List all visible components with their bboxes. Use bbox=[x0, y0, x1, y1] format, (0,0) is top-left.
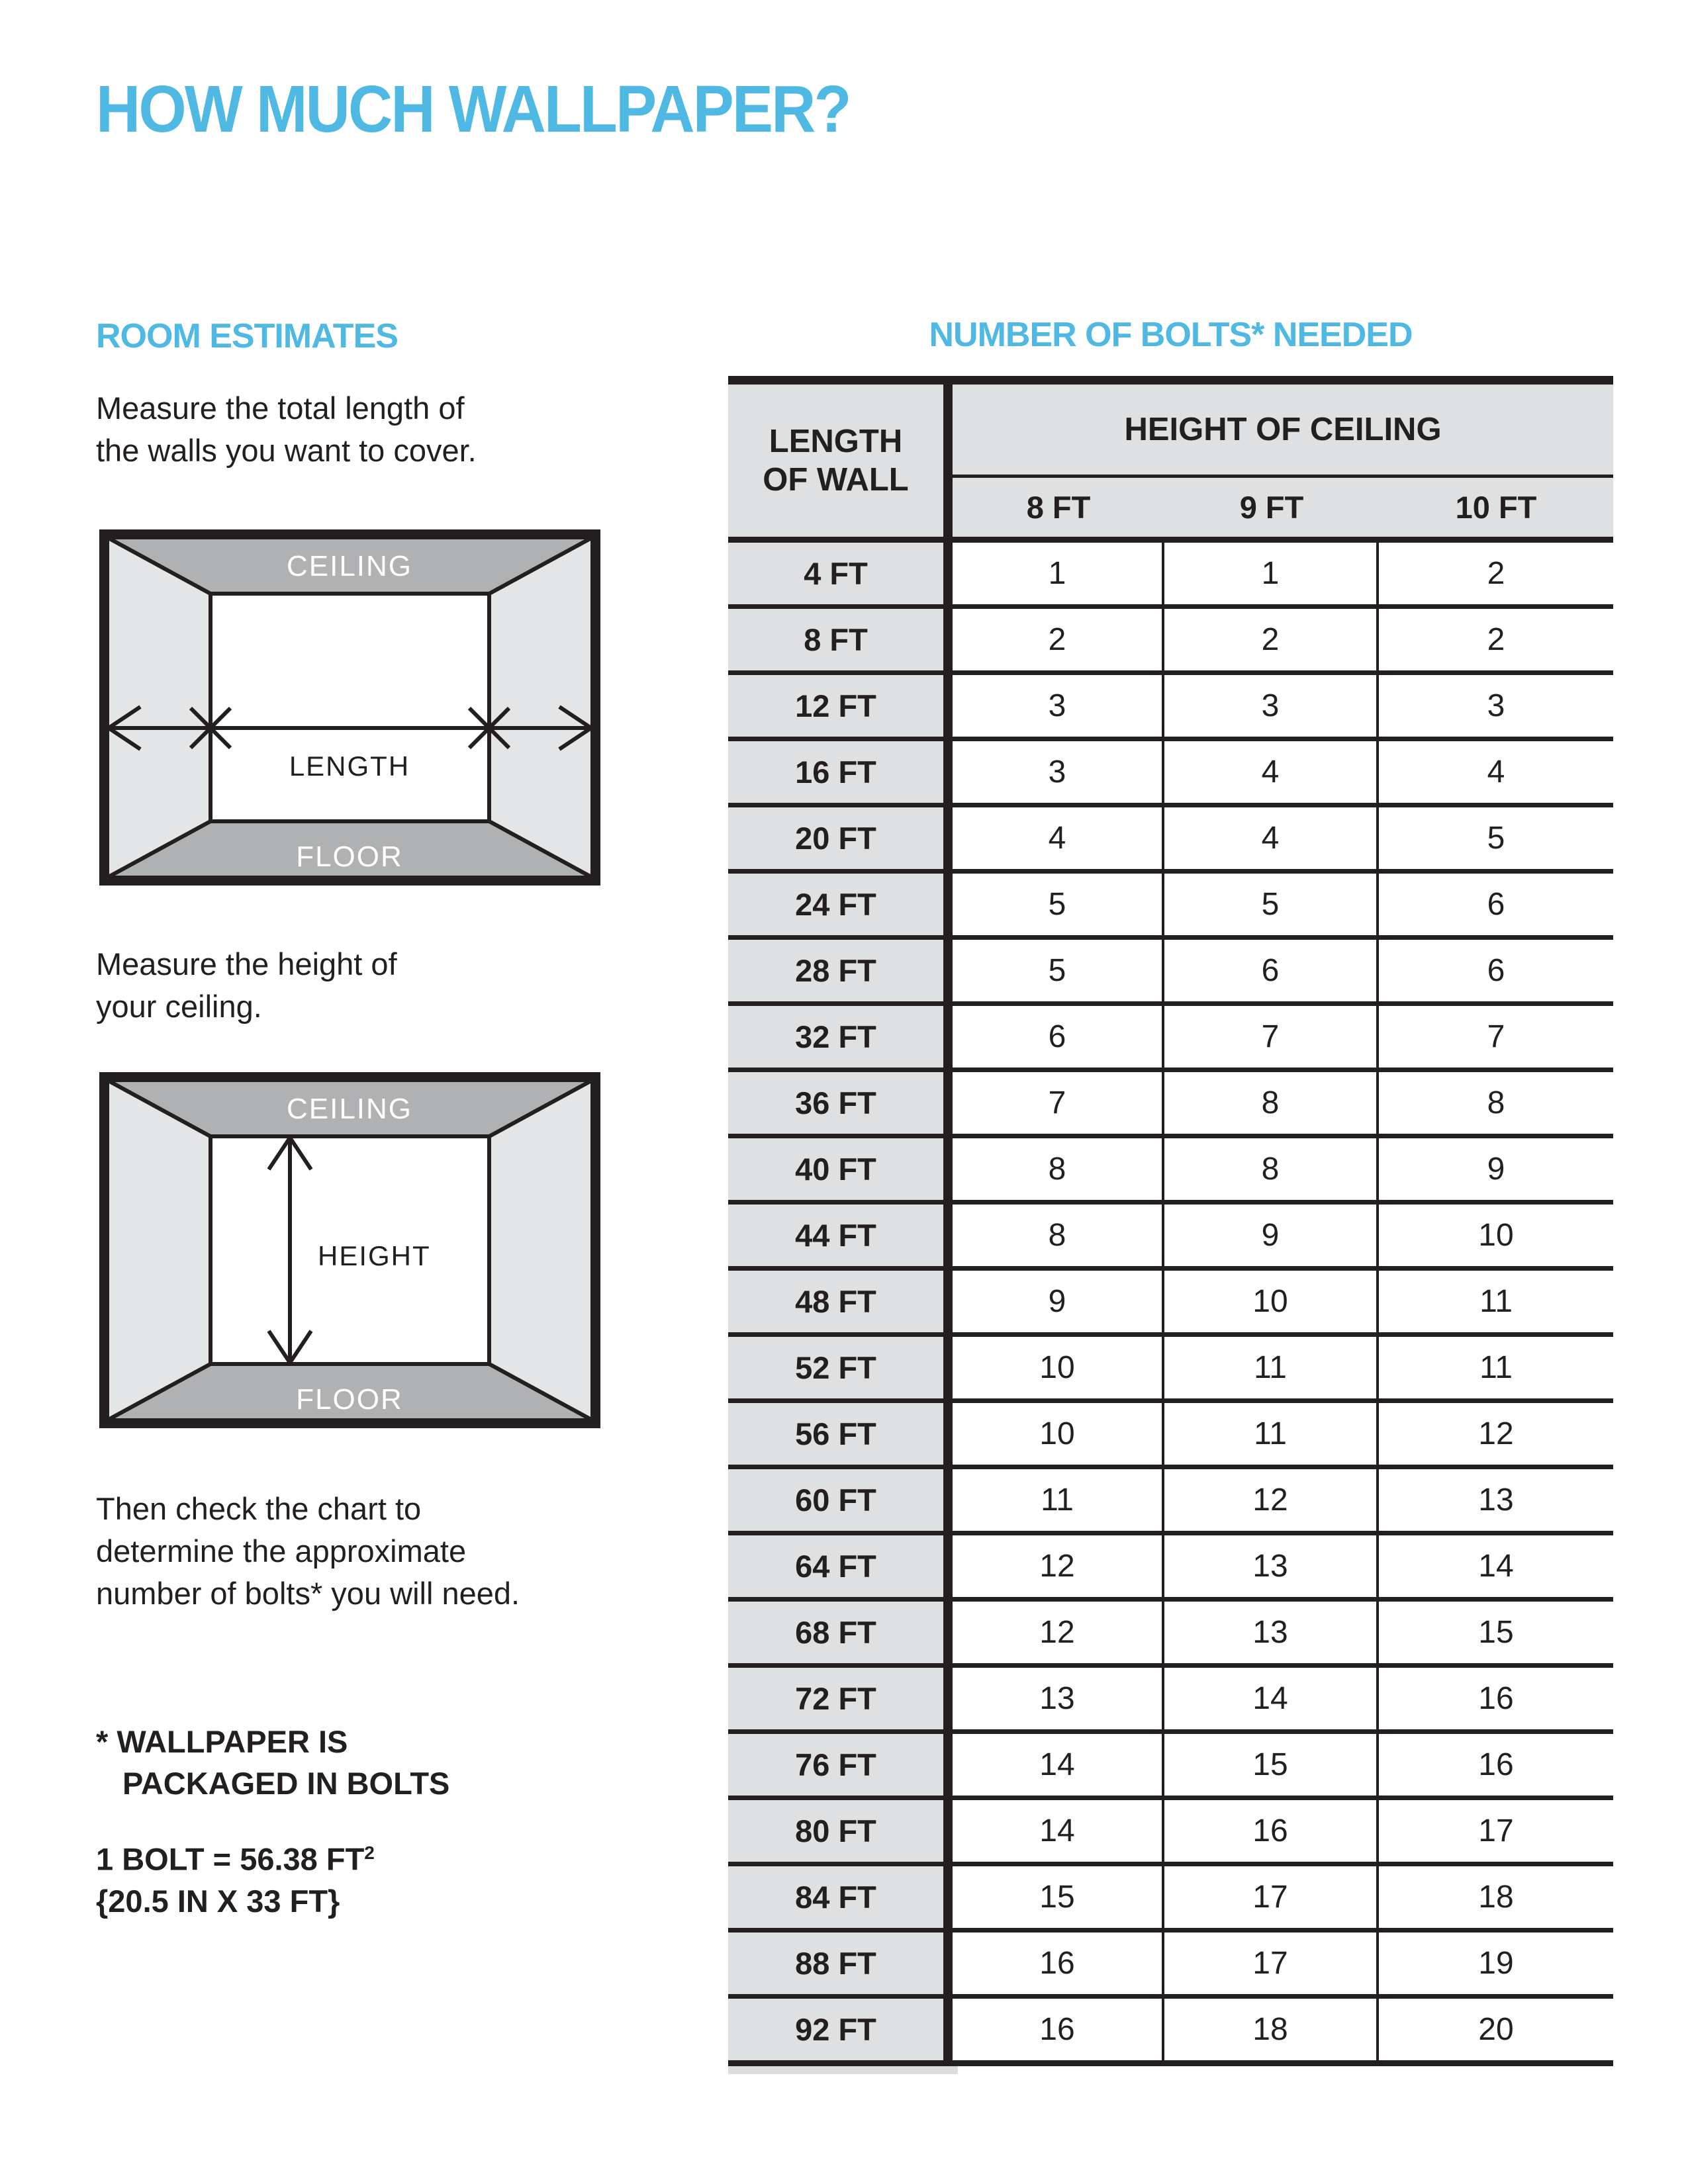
footnote-line: PACKAGED IN BOLTS bbox=[122, 1766, 450, 1801]
table-row bbox=[728, 1862, 1613, 1928]
ceiling-label: CEILING bbox=[286, 550, 413, 582]
table-row bbox=[728, 737, 1613, 803]
wall-length-cell: 80 FT bbox=[728, 1800, 953, 1862]
wall-length-cell: 88 FT bbox=[728, 1933, 953, 1994]
height-of-ceiling-group bbox=[953, 385, 1613, 537]
page-title: HOW MUCH WALLPAPER? bbox=[96, 72, 850, 146]
wall-length-cell: 32 FT bbox=[728, 1006, 953, 1068]
wall-length-cell: 76 FT bbox=[728, 1734, 953, 1796]
table-row bbox=[728, 670, 1613, 737]
wall-length-cell: 16 FT bbox=[728, 741, 953, 803]
height-room-illustration bbox=[99, 1072, 600, 1428]
bolt-count-cell: 15 bbox=[1164, 1734, 1379, 1796]
table-body bbox=[728, 543, 1613, 2060]
bolt-count-cell: 4 bbox=[1164, 807, 1379, 869]
paragraph-line: Measure the height of bbox=[96, 946, 397, 981]
bolt-count-cell: 6 bbox=[953, 1006, 1164, 1068]
paragraph-line: Measure the total length of bbox=[96, 390, 465, 426]
column-header-9ft: 9 FT bbox=[1239, 490, 1304, 525]
bolt-area-line bbox=[96, 1832, 375, 1880]
wall-length-cell: 68 FT bbox=[728, 1602, 953, 1663]
table-row bbox=[728, 1729, 1613, 1796]
bolt-count-cell: 2 bbox=[1487, 622, 1505, 657]
bolt-count-cell: 17 bbox=[1164, 1933, 1379, 1994]
paragraph-line: determine the approximate bbox=[96, 1533, 467, 1569]
height-diagram bbox=[99, 1072, 600, 1428]
bolt-count-cell: 11 bbox=[1479, 1350, 1513, 1385]
table-row bbox=[728, 1531, 1613, 1597]
height-of-ceiling-header: HEIGHT OF CEILING bbox=[953, 385, 1613, 478]
table-row bbox=[728, 1200, 1613, 1266]
instruction-paragraph-1 bbox=[96, 387, 477, 472]
bolt-count-cell: 9 bbox=[1487, 1152, 1505, 1187]
bolt-count-cell: 16 bbox=[1164, 1800, 1379, 1862]
bolt-count-cell: 12 bbox=[1164, 1469, 1379, 1531]
height-label: HEIGHT bbox=[318, 1240, 431, 1271]
bolt-equation bbox=[96, 1832, 375, 1922]
table-row bbox=[728, 1001, 1613, 1068]
instruction-paragraph-2 bbox=[96, 943, 397, 1028]
table-gray-tail bbox=[728, 2066, 958, 2074]
paragraph-line: number of bolts* you will need. bbox=[96, 1576, 520, 1611]
bolt-count-cell: 12 bbox=[953, 1602, 1164, 1663]
table-row bbox=[728, 1465, 1613, 1531]
bolt-count-cell: 10 bbox=[953, 1403, 1164, 1465]
bolt-count-cell: 8 bbox=[1164, 1138, 1379, 1200]
length-label: LENGTH bbox=[289, 751, 410, 782]
bolt-count-cell: 2 bbox=[1164, 609, 1379, 670]
table-row bbox=[728, 869, 1613, 935]
table-bottom-bar bbox=[728, 2060, 1613, 2066]
bolt-count-cell: 12 bbox=[1478, 1416, 1514, 1451]
bolt-area-superscript: 2 bbox=[364, 1843, 375, 1863]
bolt-count-cell: 12 bbox=[953, 1535, 1164, 1597]
back-wall bbox=[211, 594, 489, 821]
bolt-count-cell: 5 bbox=[1164, 874, 1379, 935]
wall-length-cell: 44 FT bbox=[728, 1205, 953, 1266]
bolt-count-cell: 11 bbox=[953, 1469, 1164, 1531]
bolt-count-cell: 11 bbox=[1164, 1403, 1379, 1465]
column-header-8ft: 8 FT bbox=[1026, 490, 1091, 525]
wall-length-cell: 56 FT bbox=[728, 1403, 953, 1465]
wall-length-cell: 64 FT bbox=[728, 1535, 953, 1597]
bolt-area-text: 1 BOLT = 56.38 FT bbox=[96, 1841, 365, 1877]
table-row bbox=[728, 1068, 1613, 1134]
bolt-count-cell: 5 bbox=[953, 874, 1164, 935]
wall-length-cell: 8 FT bbox=[728, 609, 953, 670]
room-estimates-heading: ROOM ESTIMATES bbox=[96, 317, 398, 355]
bolt-count-cell: 5 bbox=[1487, 821, 1505, 856]
bolt-count-cell: 17 bbox=[1478, 1813, 1514, 1848]
bolt-count-cell: 3 bbox=[953, 675, 1164, 737]
bolt-count-cell: 15 bbox=[1478, 1615, 1514, 1650]
bolt-count-cell: 8 bbox=[953, 1138, 1164, 1200]
table-row bbox=[728, 1398, 1613, 1465]
bolt-count-cell: 6 bbox=[1487, 887, 1505, 922]
bolt-count-cell: 2 bbox=[1487, 556, 1505, 591]
bolt-count-cell: 8 bbox=[1164, 1072, 1379, 1134]
table-row bbox=[728, 1994, 1613, 2060]
bolt-count-cell: 16 bbox=[1478, 1681, 1514, 1716]
bolt-count-cell: 7 bbox=[953, 1072, 1164, 1134]
table-row bbox=[728, 1266, 1613, 1332]
wall-length-cell: 48 FT bbox=[728, 1271, 953, 1332]
bolts-table bbox=[728, 376, 1613, 2074]
bolt-count-cell: 14 bbox=[1478, 1549, 1514, 1584]
length-of-wall-header bbox=[728, 385, 953, 537]
bolt-count-cell: 13 bbox=[1164, 1535, 1379, 1597]
bolt-count-cell: 1 bbox=[953, 543, 1164, 604]
bolt-count-cell: 6 bbox=[1487, 953, 1505, 988]
floor-label: FLOOR bbox=[296, 841, 403, 873]
bolt-count-cell: 7 bbox=[1164, 1006, 1379, 1068]
bolt-count-cell: 14 bbox=[1164, 1668, 1379, 1729]
paragraph-line: your ceiling. bbox=[96, 989, 262, 1024]
bolt-count-cell: 11 bbox=[1164, 1337, 1379, 1398]
bolt-count-cell: 8 bbox=[953, 1205, 1164, 1266]
paragraph-line: Then check the chart to bbox=[96, 1491, 422, 1526]
length-of-wall-line: OF WALL bbox=[763, 462, 909, 498]
bolt-count-cell: 13 bbox=[1164, 1602, 1379, 1663]
length-room-illustration bbox=[99, 529, 600, 886]
ceiling-height-columns bbox=[953, 478, 1613, 537]
bolt-count-cell: 13 bbox=[953, 1668, 1164, 1729]
footnote-line: * WALLPAPER IS bbox=[96, 1724, 348, 1759]
bolt-count-cell: 7 bbox=[1487, 1019, 1505, 1054]
bolt-count-cell: 3 bbox=[1487, 688, 1505, 723]
right-wall bbox=[489, 1080, 592, 1420]
table-row bbox=[728, 1928, 1613, 1994]
table-row bbox=[728, 1796, 1613, 1862]
table-top-bar bbox=[728, 376, 1613, 385]
wall-length-cell: 60 FT bbox=[728, 1469, 953, 1531]
bolt-count-cell: 18 bbox=[1478, 1880, 1514, 1915]
instruction-paragraph-3 bbox=[96, 1488, 520, 1615]
table-row bbox=[728, 1134, 1613, 1200]
table-row bbox=[728, 1332, 1613, 1398]
bolt-count-cell: 16 bbox=[953, 1933, 1164, 1994]
bolt-count-cell: 10 bbox=[1164, 1271, 1379, 1332]
bolt-count-cell: 3 bbox=[953, 741, 1164, 803]
bolt-count-cell: 3 bbox=[1164, 675, 1379, 737]
wall-length-cell: 12 FT bbox=[728, 675, 953, 737]
bolt-count-cell: 19 bbox=[1478, 1946, 1514, 1981]
bolt-count-cell: 16 bbox=[953, 1999, 1164, 2060]
bolt-count-cell: 9 bbox=[1164, 1205, 1379, 1266]
table-row bbox=[728, 604, 1613, 670]
bolt-count-cell: 4 bbox=[1164, 741, 1379, 803]
wall-length-cell: 72 FT bbox=[728, 1668, 953, 1729]
bolt-count-cell: 15 bbox=[953, 1866, 1164, 1928]
table-row bbox=[728, 1597, 1613, 1663]
bolt-count-cell: 10 bbox=[953, 1337, 1164, 1398]
wall-length-cell: 40 FT bbox=[728, 1138, 953, 1200]
table-row bbox=[728, 803, 1613, 869]
bolt-count-cell: 10 bbox=[1478, 1218, 1514, 1253]
bolt-count-cell: 5 bbox=[953, 940, 1164, 1001]
length-diagram bbox=[99, 529, 600, 886]
bolt-count-cell: 8 bbox=[1487, 1085, 1505, 1120]
wall-length-cell: 28 FT bbox=[728, 940, 953, 1001]
bolt-count-cell: 11 bbox=[1479, 1284, 1513, 1319]
table-row bbox=[728, 935, 1613, 1001]
wall-length-cell: 92 FT bbox=[728, 1999, 953, 2060]
ceiling-label: CEILING bbox=[286, 1093, 413, 1125]
table-row bbox=[728, 1663, 1613, 1729]
bolts-needed-heading: NUMBER OF BOLTS* NEEDED bbox=[929, 316, 1413, 354]
paragraph-line: the walls you want to cover. bbox=[96, 433, 477, 468]
wall-length-cell: 24 FT bbox=[728, 874, 953, 935]
floor-label: FLOOR bbox=[296, 1383, 403, 1416]
bolt-count-cell: 6 bbox=[1164, 940, 1379, 1001]
bolt-count-cell: 1 bbox=[1164, 543, 1379, 604]
wall-length-cell: 20 FT bbox=[728, 807, 953, 869]
wall-length-cell: 36 FT bbox=[728, 1072, 953, 1134]
left-wall bbox=[107, 1080, 211, 1420]
wall-length-cell: 52 FT bbox=[728, 1337, 953, 1398]
wall-length-cell: 4 FT bbox=[728, 543, 953, 604]
column-header-10ft: 10 FT bbox=[1455, 490, 1537, 525]
length-of-wall-line: LENGTH bbox=[769, 424, 903, 459]
left-wall bbox=[107, 537, 211, 878]
right-wall bbox=[489, 537, 592, 878]
bolt-count-cell: 17 bbox=[1164, 1866, 1379, 1928]
bolt-count-cell: 16 bbox=[1478, 1747, 1514, 1782]
bolt-count-cell: 14 bbox=[953, 1800, 1164, 1862]
bolt-count-cell: 18 bbox=[1164, 1999, 1379, 2060]
bolt-dimensions-line: {20.5 IN X 33 FT} bbox=[96, 1883, 340, 1919]
wall-length-cell: 84 FT bbox=[728, 1866, 953, 1928]
table-header bbox=[728, 385, 1613, 543]
bolt-count-cell: 14 bbox=[953, 1734, 1164, 1796]
bolt-count-cell: 4 bbox=[953, 807, 1164, 869]
table-row bbox=[728, 543, 1613, 604]
bolt-count-cell: 20 bbox=[1478, 2012, 1514, 2047]
bolt-count-cell: 9 bbox=[953, 1271, 1164, 1332]
bolt-count-cell: 2 bbox=[953, 609, 1164, 670]
bolts-footnote bbox=[96, 1721, 449, 1804]
bolt-count-cell: 13 bbox=[1478, 1482, 1514, 1518]
bolt-count-cell: 4 bbox=[1487, 754, 1505, 790]
